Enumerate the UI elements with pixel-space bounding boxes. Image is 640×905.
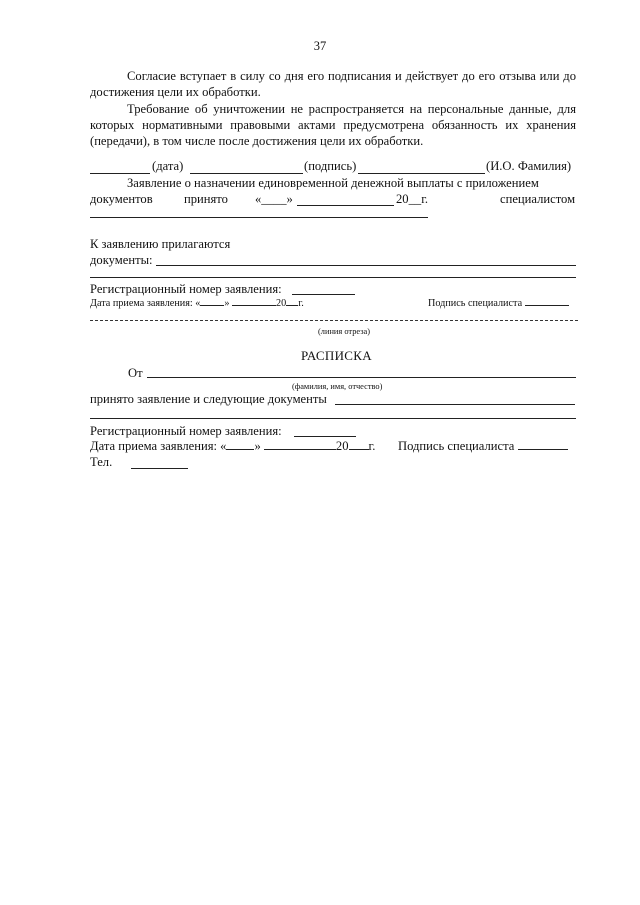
documents-label: документы:	[90, 253, 153, 267]
phone-blank[interactable]	[131, 468, 188, 469]
receipt-date-label-text: Дата приема заявления: «	[90, 439, 227, 453]
receipt-year-prefix: 20	[335, 439, 349, 453]
date-quote: »	[224, 298, 230, 309]
destruction-paragraph: Требование об уничтожении не распространяется на персональные данные, для которых нормативными правовыми актами предусмотрена обязанность их хранения (передачи), в том числе после достижения цели их обработки.	[90, 102, 576, 148]
from-label: От	[128, 366, 143, 380]
documents-word: документов	[90, 192, 153, 206]
application-line	[127, 175, 576, 191]
date-blank[interactable]	[90, 173, 150, 174]
accepted-documents-blank-2[interactable]	[90, 418, 576, 419]
specialist-word: специалистом	[500, 192, 576, 206]
year-suffix: г.	[298, 298, 304, 309]
receipt-year-suffix: г.	[368, 439, 376, 453]
date-caption: (дата)	[152, 159, 184, 173]
consent-paragraph: Согласие вступает в силу со дня его подписания и действует до его отзыва или до достижения цели их обработки.	[90, 69, 576, 99]
reg-number-blank[interactable]	[292, 294, 355, 295]
receipt-month-blank[interactable]	[264, 449, 336, 450]
year-blank[interactable]	[286, 305, 298, 306]
specialist-signature-label: Подпись специалиста	[428, 298, 523, 309]
reg-number-label: Регистрационный номер заявления:	[90, 282, 282, 296]
receipt-signature	[398, 438, 568, 454]
date-label-text: Дата приема заявления: «	[90, 298, 201, 309]
cut-line-caption: (линия отреза)	[318, 327, 371, 336]
receipt-signature-blank[interactable]	[518, 449, 568, 450]
signature-blank[interactable]	[190, 173, 303, 174]
receipt-reg-blank[interactable]	[294, 436, 356, 437]
month-blank-2[interactable]	[232, 305, 276, 306]
specialist-blank[interactable]	[90, 217, 428, 218]
receipt-title: РАСПИСКА	[301, 348, 372, 363]
attached-label: К заявлению прилагаются	[90, 237, 231, 251]
name-caption: (И.О. Фамилия)	[486, 159, 572, 173]
month-blank[interactable]	[297, 205, 394, 206]
receipt-date-quote: »	[254, 439, 261, 453]
receipt-year-blank[interactable]	[349, 449, 369, 450]
page-number: 37	[313, 39, 327, 53]
day-blank[interactable]	[200, 305, 224, 306]
signature-caption: (подпись)	[304, 159, 357, 173]
specialist-signature-blank[interactable]	[525, 305, 569, 306]
application-text: Заявление о назначении единовременной денежной выплаты с приложением	[127, 176, 539, 190]
year-prefix: 20	[276, 298, 287, 309]
accepted-documents-label: принято заявление и следующие документы	[90, 392, 327, 406]
receipt-signature-label: Подпись специалиста	[398, 439, 515, 453]
documents-blank-2[interactable]	[90, 277, 576, 278]
day-field: «____»	[255, 192, 293, 206]
cut-line	[90, 320, 578, 321]
year-field: 20__г.	[396, 192, 429, 206]
receipt-day-blank[interactable]	[226, 449, 254, 450]
phone-label: Тел.	[90, 455, 113, 469]
accepted-word: принято	[184, 192, 228, 206]
receipt-reg-label: Регистрационный номер заявления:	[90, 424, 282, 438]
fio-blank[interactable]	[147, 377, 576, 378]
documents-blank-1[interactable]	[156, 265, 576, 266]
fio-caption: (фамилия, имя, отчество)	[292, 382, 383, 391]
accepted-documents-blank-1[interactable]	[335, 404, 575, 405]
receipt-date-row	[90, 438, 375, 454]
name-blank[interactable]	[358, 173, 485, 174]
receipt-date-label	[90, 296, 304, 312]
specialist-signature	[428, 296, 569, 312]
